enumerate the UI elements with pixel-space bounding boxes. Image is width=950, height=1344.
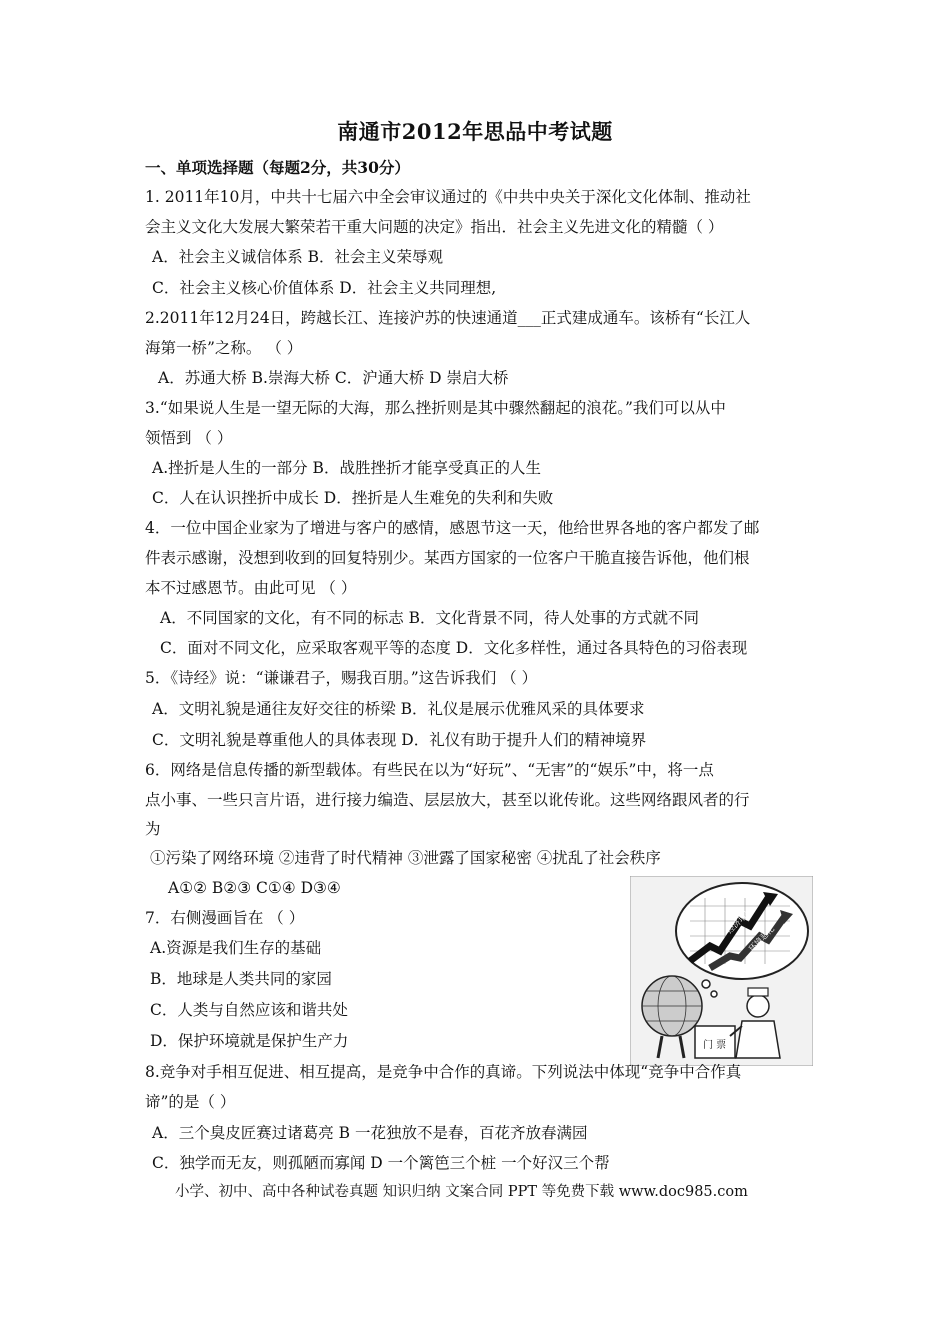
q7-line-1: 7．右侧漫画旨在 （ ） (145, 909, 305, 927)
q8-options-ab: A．三个臭皮匠赛过诸葛亮 B 一花独放不是春，百花齐放春满园 (152, 1124, 588, 1142)
q1-line-2: 会主义文化大发展大繁荣若干重大问题的决定》指出．社会主义先进文化的精髓（ ） (145, 218, 724, 236)
q4-options-cd: C．面对不同文化，应采取客观平等的态度 D．文化多样性，通过各具特色的习俗表现 (160, 639, 748, 657)
q8-line-1: 8.竞争对手相互促进、相互提高，是竞争中合作的真谛。下列说法中体现“竞争中合作真 (145, 1063, 742, 1081)
q6-line-2: 点小事、一些只言片语，进行接力编造、层层放大，甚至以讹传讹。这些网络跟风者的行 (145, 791, 750, 809)
q3-line-1: 3.“如果说人生是一望无际的大海，那么挫折则是其中骤然翻起的浪花。”我们可以从中 (145, 399, 726, 417)
q6-line-1: 6．网络是信息传播的新型载体。有些民在以为“好玩”、“无害”的“娱乐”中，将一点 (145, 761, 714, 779)
q7-option-b: B．地球是人类共同的家园 (150, 970, 332, 988)
q1-line-1: 1. 2011年10月，中共十七届六中全会审议通过的《中共中央关于深化文化体制、推动社 (145, 188, 751, 206)
footer-note: 小学、初中、高中各种试卷真题 知识归纳 文案合同 PPT 等免费下载 www.doc985.com (175, 1184, 748, 1200)
q2-line-1: 2.2011年12月24日，跨越长江、连接沪苏的快速通道___正式建成通车。该桥有“长江人 (145, 309, 751, 327)
q7-option-d: D．保护环境就是保护生产力 (150, 1032, 349, 1050)
q2-options: A．苏通大桥 B.崇海大桥 C．沪通大桥 D 崇启大桥 (158, 369, 509, 387)
q5-options-cd: C．文明礼貌是尊重他人的具体表现 D．礼仪有助于提升人们的精神境界 (152, 731, 647, 749)
q5-options-ab: A．文明礼貌是通往友好交往的桥梁 B．礼仪是展示优雅风采的具体要求 (152, 700, 645, 718)
q4-line-2: 件表示感谢，没想到收到的回复特别少。某西方国家的一位客户干脆直接告诉他，他们根 (145, 549, 750, 567)
q4-options-ab: A．不同国家的文化，有不同的标志 B．文化背景不同，待人处事的方式就不同 (160, 609, 700, 627)
person-body (736, 1021, 780, 1058)
arrow-1-label: 经济增长 (725, 906, 755, 936)
q5-line-1: 5．《诗经》说：“谦谦君子，赐我百朋。”这告诉我们 （ ） (145, 669, 538, 687)
q6-line-3: 为 (145, 820, 161, 838)
environment-cartoon (630, 876, 813, 1066)
q8-line-2: 谛”的是（ ） (145, 1093, 236, 1111)
q7-option-c: C．人类与自然应该和谐共处 (150, 1001, 348, 1019)
section-heading: 一、单项选择题（每题2分，共30分） (145, 158, 410, 177)
q3-options-cd: C．人在认识挫折中成长 D．挫折是人生难免的失利和失败 (152, 489, 554, 507)
q1-options-ab: A．社会主义诚信体系 B．社会主义荣辱观 (152, 248, 444, 266)
q4-line-1: 4．一位中国企业家为了增进与客户的感情，感恩节这一天，他给世界各地的客户都发了邮 (145, 519, 760, 537)
q3-line-2: 领悟到 （ ） (145, 429, 233, 447)
q8-options-cd: C．独学而无友，则孤陋而寡闻 D 一个篱笆三个桩 一个好汉三个帮 (152, 1154, 610, 1172)
arrow-2-label: 环境恶化 (747, 924, 777, 954)
q1-options-cd: C．社会主义核心价值体系 D．社会主义共同理想, (152, 279, 497, 297)
q7-option-a: A.资源是我们生存的基础 (150, 939, 322, 957)
q4-line-3: 本不过感恩节。由此可见 （ ） (145, 579, 357, 597)
person-head (747, 995, 769, 1017)
q6-options: A①② B②③ C①④ D③④ (168, 879, 341, 897)
thought-bubble (676, 883, 808, 979)
ticket-box-label: 门 票 (703, 1040, 727, 1051)
page-title: 南通市2012年思品中考试题 (337, 119, 613, 144)
q6-items: ①污染了网络环境 ②违背了时代精神 ③泄露了国家秘密 ④扰乱了社会秩序 (150, 849, 661, 867)
q2-line-2: 海第一桥”之称。 （ ） (145, 339, 303, 357)
q3-options-ab: A.挫折是人生的一部分 B．战胜挫折才能享受真正的人生 (152, 459, 541, 477)
